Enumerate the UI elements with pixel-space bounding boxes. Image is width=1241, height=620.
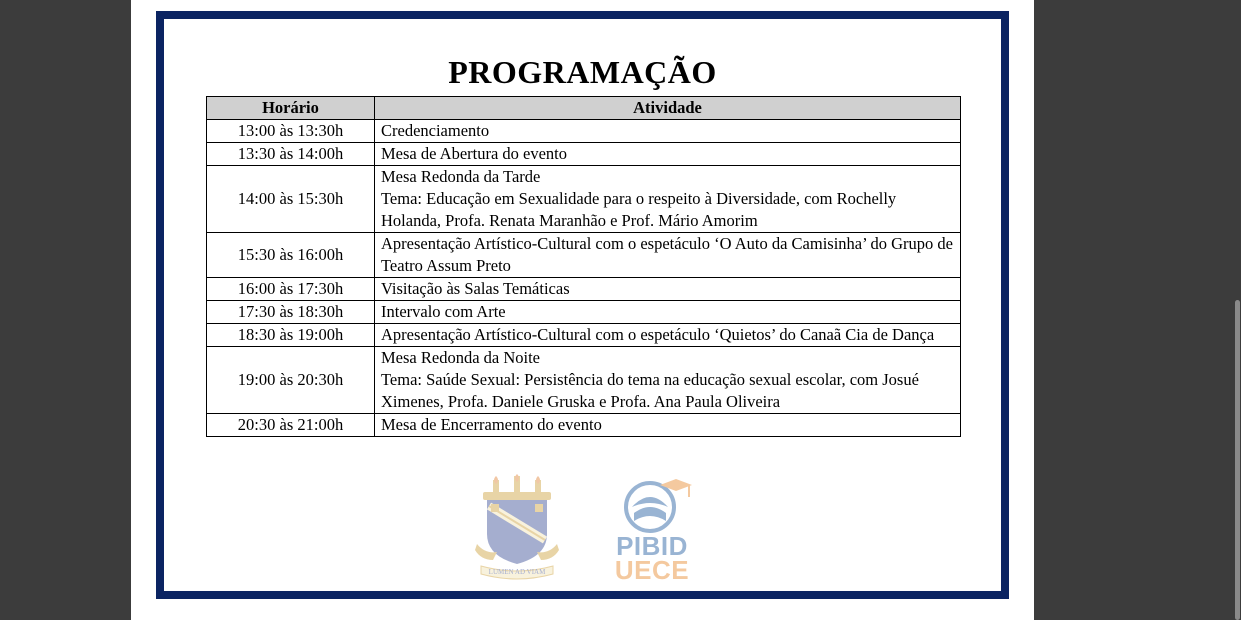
page-title: PROGRAMAÇÃO [448,54,717,90]
activity-line: Mesa de Abertura do evento [381,144,568,163]
pibid-emblem-icon [602,477,702,533]
activity-line: Apresentação Artístico-Cultural com o espetáculo ‘O Auto da Camisinha’ do Grupo de Teatro Assum Preto [381,234,954,275]
table-row [207,120,961,143]
activity-line: Intervalo com Arte [381,302,506,321]
activity-cell [375,347,961,414]
activity-line: Tema: Educação em Sexualidade para o respeito à Diversidade, com Rochelly Holanda, Profa. Renata Maranhão e Prof. Mário Amorim [381,189,897,230]
pibid-logo [602,477,702,585]
time-cell: 15:30 às 16:00h [207,233,375,278]
document-page [131,0,1034,620]
table-row [207,347,961,414]
vertical-scrollbar[interactable] [1233,0,1241,620]
activity-line: Mesa Redonda da Tarde [381,167,541,186]
column-header-activity: Atividade [375,97,961,120]
activity-cell [375,143,961,166]
scrollbar-thumb[interactable] [1235,300,1240,620]
table-row [207,233,961,278]
time-cell: 13:00 às 13:30h [207,120,375,143]
uece-crest-logo [473,474,561,582]
schedule-table [206,96,961,437]
table-row [207,278,961,301]
time-cell: 13:30 às 14:00h [207,143,375,166]
table-row [207,414,961,437]
activity-line: Tema: Saúde Sexual: Persistência do tema na educação sexual escolar, com Josué Ximenes, Profa. Daniele Gruska e Profa. Ana Paula Oliveira [381,370,919,411]
time-cell: 18:30 às 19:00h [207,324,375,347]
activity-cell [375,120,961,143]
crest-motto: LUMEN AD VIAM [488,568,546,576]
activity-line: Mesa de Encerramento do evento [381,415,602,434]
activity-cell [375,324,961,347]
time-cell: 16:00 às 17:30h [207,278,375,301]
activity-cell [375,233,961,278]
logo-row [164,474,1001,584]
table-row [207,324,961,347]
table-row [207,143,961,166]
activity-cell [375,301,961,324]
activity-cell [375,414,961,437]
time-cell: 14:00 às 15:30h [207,166,375,233]
table-row [207,301,961,324]
activity-cell [375,166,961,233]
activity-line: Credenciamento [381,121,490,140]
activity-cell [375,278,961,301]
uece-text: UECE [614,555,690,585]
column-header-time: Horário [207,97,375,120]
time-cell: 20:30 às 21:00h [207,414,375,437]
schedule-body [207,120,961,437]
table-row [207,166,961,233]
time-cell: 19:00 às 20:30h [207,347,375,414]
activity-line: Mesa Redonda da Noite [381,348,540,367]
time-cell: 17:30 às 18:30h [207,301,375,324]
pibid-text: PIBID [616,531,688,561]
activity-line: Visitação às Salas Temáticas [381,279,570,298]
document-frame [156,11,1009,599]
table-header-row [207,97,961,120]
activity-line: Apresentação Artístico-Cultural com o espetáculo ‘Quietos’ do Canaã Cia de Dança [381,325,935,344]
